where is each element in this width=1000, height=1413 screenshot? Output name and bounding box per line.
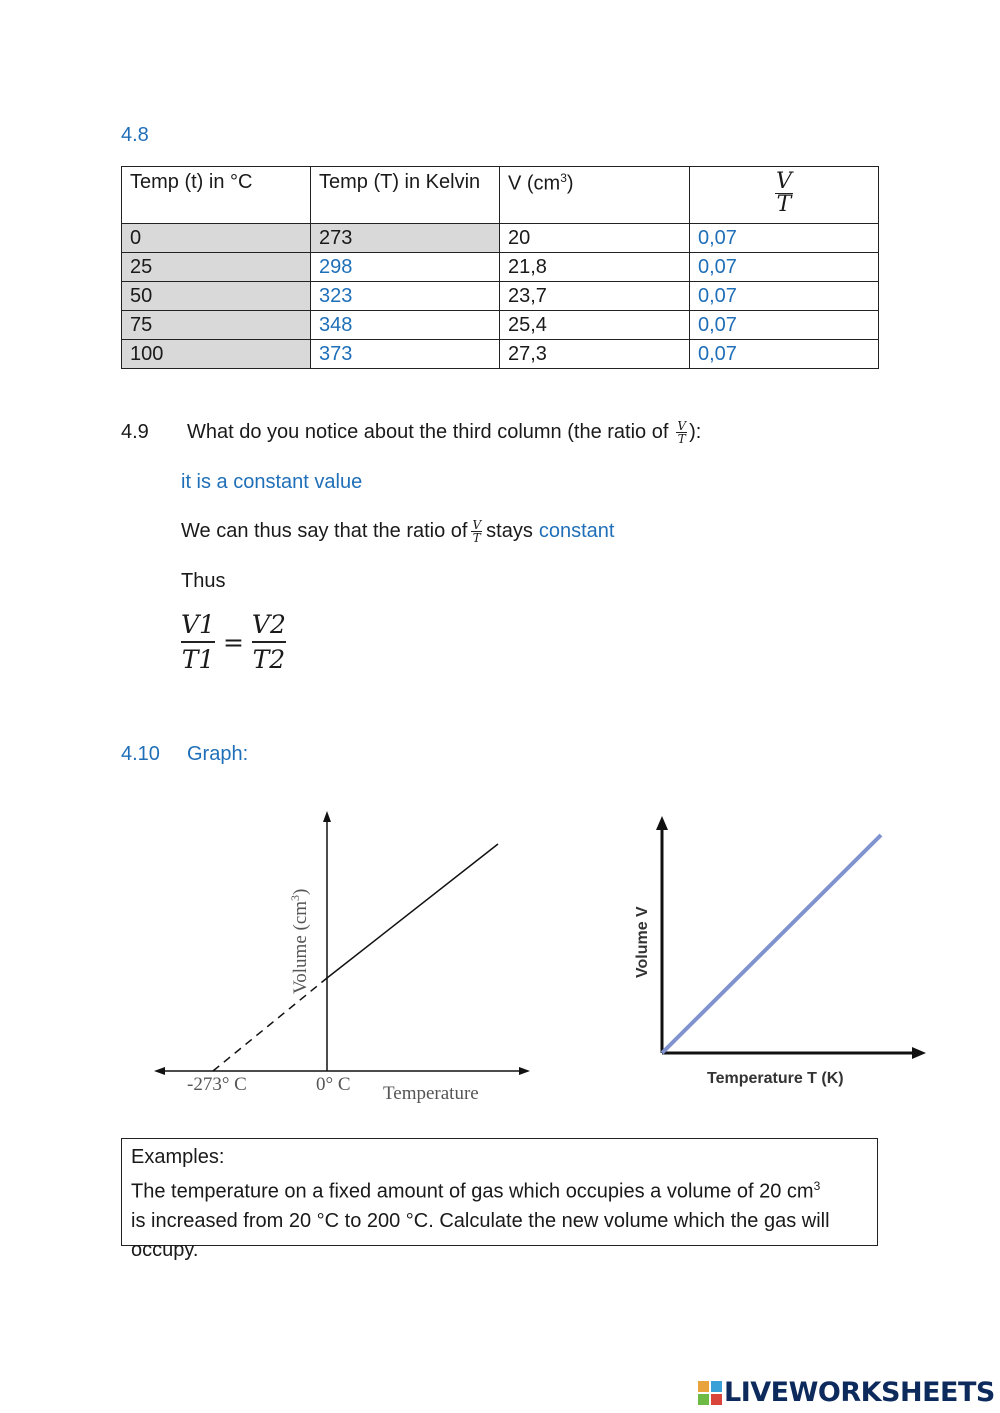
table-row [122,253,879,282]
examples-title: Examples: [131,1146,225,1168]
graph-heading: Graph: [187,743,249,765]
cell-kelvin: 298 [311,253,500,282]
volume-line [662,835,881,1053]
logo-icon [698,1381,722,1405]
cell-ratio: 0,07 [690,311,879,340]
header-volume: V $(cm^3)$ [500,167,690,224]
section-number-4-9: 4.9 [121,421,149,443]
cell-ratio: 0,07 [690,340,879,369]
cell-celsius: 0 [122,224,311,253]
answer-text: it is a constant value [181,471,363,493]
examples-box [121,1138,878,1261]
header-celsius: Temp (t) in °C [122,167,311,224]
examples-line-1: The temperature on a fixed amount of gas which occupies a volume of 20 $cm^3$ [131,1179,821,1203]
table-row [122,224,879,253]
inline-fraction: $\frac{V}{T}$ [677,418,687,446]
cell-volume: 21,8 [500,253,690,282]
statement-line: We can thus say that the ratio of $\frac{V}{T}$ stays constant [181,517,615,545]
cell-ratio: 0,07 [690,224,879,253]
thus-label: Thus [181,570,226,592]
cell-kelvin: 273 [311,224,500,253]
header-kelvin: Temp (T) in Kelvin [311,167,500,224]
table-header-row [122,167,879,224]
cell-celsius: 50 [122,282,311,311]
inline-fraction: $\frac{V}{T}$ [472,517,482,545]
y-axis-label: Volume V [634,906,651,978]
charles-law-formula: $\frac{V1}{T1}$ = $\frac{V2}{T2}$ [181,610,286,674]
cell-kelvin: 373 [311,340,500,369]
cell-kelvin: 323 [311,282,500,311]
x-axis-arrow [912,1047,926,1059]
y-axis-arrow [323,811,331,822]
tick-label-zero: 0° C [316,1074,351,1095]
kelvin-graph [620,810,930,1100]
cell-volume: 25,4 [500,311,690,340]
examples-line-3: occupy. [131,1238,199,1261]
liveworksheets-logo: LIVEWORKSHEETS [698,1377,995,1408]
tick-label-minus-273: -273° C [187,1074,247,1095]
cell-celsius: 100 [122,340,311,369]
volume-line [327,844,498,978]
cell-celsius: 25 [122,253,311,282]
question-4-9: What do you notice about the third column (the ratio of $\frac{V}{T}$ ): [187,418,702,446]
cell-celsius: 75 [122,311,311,340]
y-axis-label: Volume $(cm^3)$ [288,888,311,994]
examples-line-2: is increased from 20 °C to 200 °C. Calculate the new volume which the gas will [131,1209,830,1232]
x-axis-left-arrow [154,1067,165,1075]
data-table [121,166,879,369]
table-row [122,311,879,340]
cell-volume: 27,3 [500,340,690,369]
x-axis-right-arrow [519,1067,530,1075]
ratio-fraction: $\frac{V}{T}$ [776,169,792,217]
celsius-graph [140,805,540,1110]
section-number-4-10: 4.10 [121,743,160,765]
cell-kelvin: 348 [311,311,500,340]
y-axis-arrow [656,816,668,830]
table-row [122,282,879,311]
cell-volume: 23,7 [500,282,690,311]
header-ratio [690,167,879,224]
cell-volume: 20 [500,224,690,253]
cell-ratio: 0,07 [690,282,879,311]
table-row [122,340,879,369]
cell-ratio: 0,07 [690,253,879,282]
section-number-4-8: 4.8 [121,124,149,146]
x-axis-label: Temperature [383,1083,479,1104]
x-axis-label: Temperature T (K) [707,1070,844,1087]
